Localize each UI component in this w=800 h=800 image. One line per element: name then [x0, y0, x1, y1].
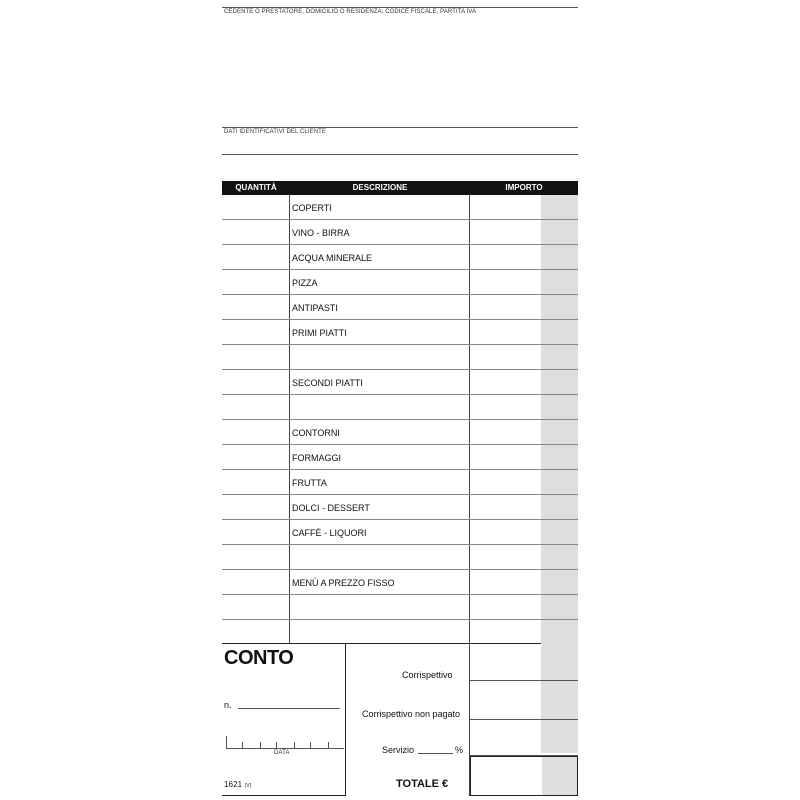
column-descrizione: DESCRIZIONE: [352, 183, 408, 192]
row-description: CONTORNI: [292, 428, 340, 438]
table-row[interactable]: [222, 620, 578, 645]
table-row[interactable]: [222, 195, 578, 220]
row-description: DOLCI - DESSERT: [292, 503, 370, 513]
date-tick: [276, 742, 277, 748]
date-tick: [226, 736, 227, 748]
date-tick: [310, 742, 311, 748]
row-description: PIZZA: [292, 278, 318, 288]
footer-rule: [222, 643, 578, 644]
table-row[interactable]: [222, 470, 578, 495]
servizio-percent-field[interactable]: [418, 753, 453, 754]
row-description: FORMAGGI: [292, 453, 341, 463]
non-pagato-label: Corrispettivo non pagato: [362, 709, 461, 719]
table-row[interactable]: [222, 370, 578, 395]
row-description: PRIMI PIATTI: [292, 328, 347, 338]
client-label: DATI IDENTIFICATIVI DEL CLIENTE: [224, 129, 327, 135]
date-tick: [242, 742, 243, 748]
issuer-label: CEDENTE O PRESTATORE, DOMICILIO O RESIDENZA, CODICE FISCALE, PARTITA IVA: [224, 9, 477, 15]
row-description: ACQUA MINERALE: [292, 253, 373, 263]
corrispettivo-field[interactable]: [470, 680, 578, 681]
form-code-number: 1621: [224, 780, 243, 789]
footer-cents-shade: [541, 643, 578, 753]
table-row[interactable]: [222, 270, 578, 295]
servizio-label: Servizio: [382, 745, 415, 755]
table-row[interactable]: [222, 445, 578, 470]
table-row[interactable]: [222, 320, 578, 345]
row-description: FRUTTA: [292, 478, 327, 488]
receipt-form: [222, 0, 578, 796]
corrispettivo-label: Corrispettivo: [402, 670, 453, 680]
table-row[interactable]: [222, 395, 578, 420]
conto-title: CONTO: [224, 647, 294, 669]
row-description: CAFFÈ - LIQUORI: [292, 528, 367, 538]
row-description: VINO - BIRRA: [292, 228, 350, 238]
row-description: ANTIPASTI: [292, 303, 338, 313]
table-row[interactable]: [222, 420, 578, 445]
date-label: DATA: [274, 750, 290, 756]
form-code: [224, 780, 252, 789]
date-tick: [328, 742, 329, 748]
table-row[interactable]: [222, 595, 578, 620]
footer-bottom-left: [222, 795, 346, 796]
number-label: n.: [224, 700, 232, 710]
client-rule-top: [222, 127, 578, 128]
table-row[interactable]: [222, 520, 578, 545]
top-rule: [222, 7, 578, 8]
table-row[interactable]: [222, 570, 578, 595]
table-row[interactable]: [222, 220, 578, 245]
table-header: [222, 181, 578, 195]
percent-sign: %: [455, 745, 464, 755]
totale-box[interactable]: [470, 756, 578, 796]
client-rule-bottom: [222, 154, 578, 155]
footer-divider: [345, 643, 346, 796]
totale-cents-shade: [542, 757, 577, 795]
form-code-suffix: (V): [244, 783, 252, 789]
table-row[interactable]: [222, 345, 578, 370]
row-description: COPERTI: [292, 203, 332, 213]
table-row[interactable]: [222, 495, 578, 520]
date-field[interactable]: [226, 748, 344, 749]
non-pagato-field[interactable]: [470, 719, 578, 720]
date-tick: [260, 742, 261, 748]
column-importo: IMPORTO: [505, 183, 543, 192]
table-row[interactable]: [222, 295, 578, 320]
row-description: MENÙ A PREZZO FISSO: [292, 578, 395, 588]
table-row[interactable]: [222, 245, 578, 270]
table-row[interactable]: [222, 545, 578, 570]
totale-label: TOTALE €: [396, 778, 449, 790]
row-description: SECONDI PIATTI: [292, 378, 363, 388]
number-field[interactable]: [238, 708, 340, 709]
date-tick: [294, 742, 295, 748]
column-quantita: QUANTITÀ: [235, 183, 277, 192]
